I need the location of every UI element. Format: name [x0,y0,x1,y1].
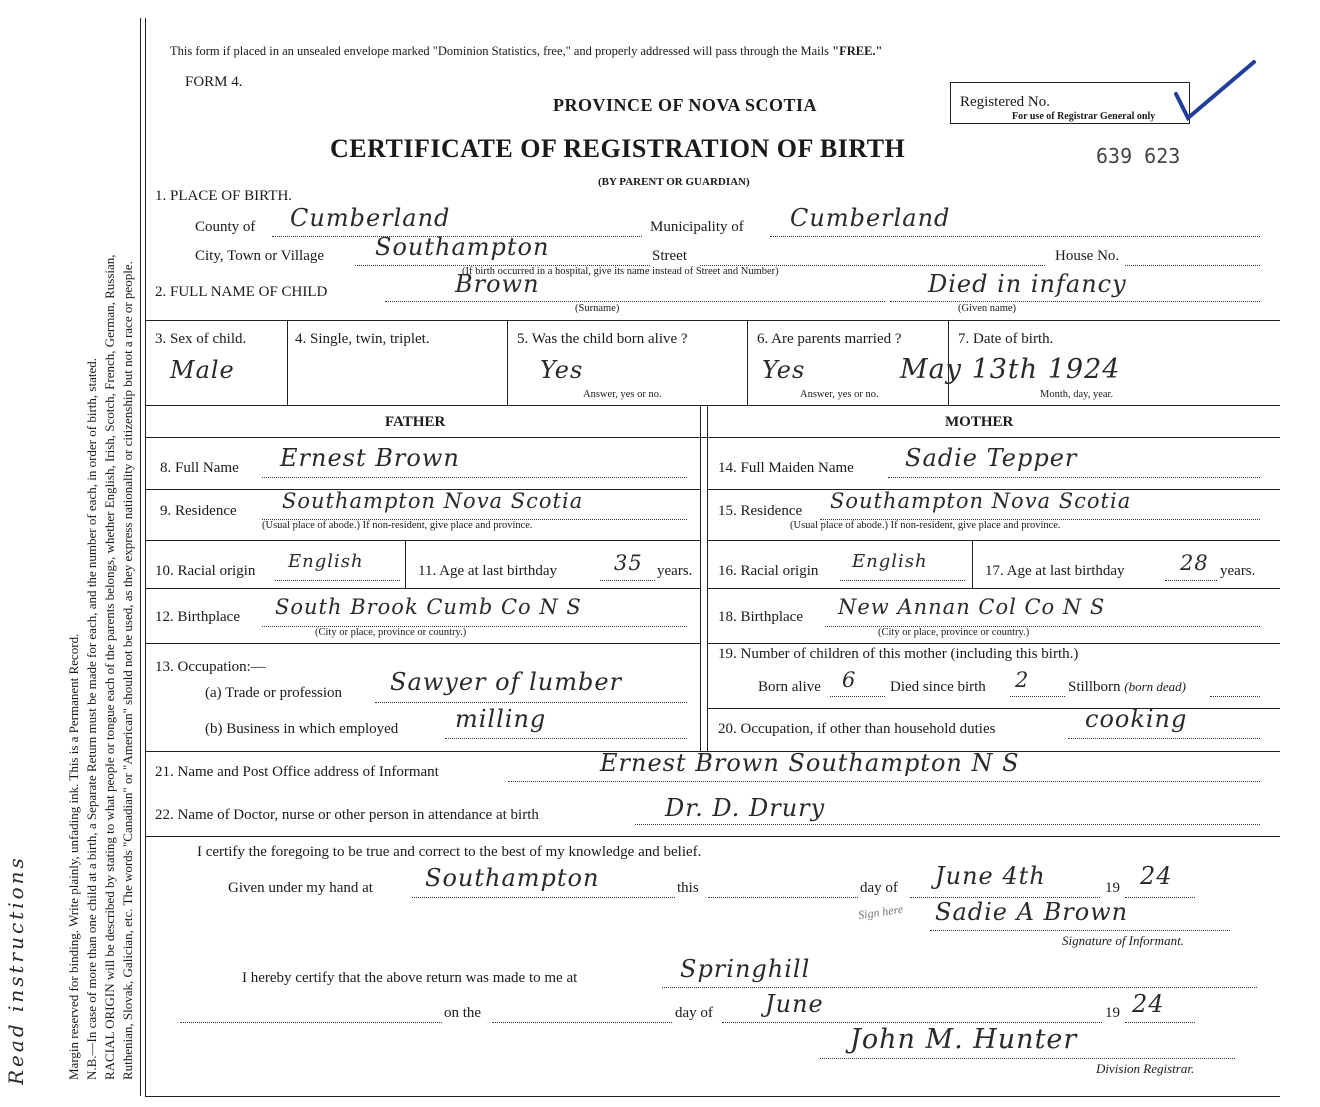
mother-years: years. [1220,563,1256,579]
dob-caption: Month, day, year. [1040,389,1114,400]
margin-border [140,18,141,1096]
mother-name: Sadie Tepper [905,444,1078,472]
checkmark-icon [1170,56,1260,126]
mother-occupation: cooking [1085,705,1188,733]
informant-value: Ernest Brown Southampton N S [600,749,1020,777]
father-racial: English [288,551,364,572]
given-year-prefix: 19 [1105,880,1120,896]
margin-note-4: Ruthenian, Slovak, Galician, etc. The words "Canadian" or "American" should not be used, as they express nationality or citizenship but not a race or people. [120,261,135,1080]
died-label: Died since birth [890,679,986,695]
margin-note-1: Margin reserved for binding. Write plainly, unfading ink. This is a Permanent Record. [66,633,81,1080]
sex-value: Male [170,356,235,384]
margin-note-2: N.B.—In case of more than one child at a birth, a Separate Return must be made for each, and the number of each, in order of birth, stated. [84,358,99,1080]
margin-note-3: RACIAL ORIGIN will be described by stating to what people or tongue each of the parents belongs, whether English, Irish, Scotch, French, German, Russian, [102,254,117,1080]
father-residence: Southampton Nova Scotia [282,489,584,513]
registrar-day-label: day of [675,1005,713,1021]
children-label: 19. Number of children of this mother (including this birth.) [718,646,1079,662]
child-surname: Brown [455,270,540,298]
father-birthplace-label: 12. Birthplace [155,609,240,625]
registered-label: Registered No. [960,94,1050,110]
mother-birthplace-label: 18. Birthplace [718,609,803,625]
mother-racial: English [852,551,928,572]
child-given: Died in infancy [928,270,1127,298]
trade-label: (a) Trade or profession [205,685,343,701]
father-name-label: 8. Full Name [160,460,239,476]
dob-label: 7. Date of birth. [958,331,1054,347]
page-subtitle: (BY PARENT OR GUARDIAN) [598,176,750,188]
given-year: 24 [1140,862,1173,890]
city-value: Southampton [375,233,550,261]
margin-handwritten-note: Read instructions [4,855,28,1085]
surname-caption: (Surname) [575,303,620,314]
given-date: June 4th [935,862,1046,890]
registrar-note: For use of Registrar General only [1012,111,1156,122]
father-name: Ernest Brown [280,444,460,472]
registrar-month: June [765,990,824,1018]
stamp-number: 639 623 [1096,144,1181,168]
married-caption: Answer, yes or no. [800,389,879,400]
business-value: milling [455,705,547,733]
city-label: City, Town or Village [195,248,325,264]
mail-notice: This form if placed in an unsealed envelope marked "Dominion Statistics, free," and properly addressed will pass through the Mails "FREE." [170,44,883,58]
registrar-signature: John M. Hunter [850,1024,1078,1055]
street-label: Street [652,248,687,264]
given-label: Given under my hand at [228,880,373,896]
mother-racial-label: 16. Racial origin [718,563,819,579]
father-heading: FATHER [385,414,446,430]
mother-name-label: 14. Full Maiden Name [718,460,854,476]
alive-label: 5. Was the child born alive ? [517,331,688,347]
registrar-place: Springhill [680,955,811,983]
father-residence-caption: (Usual place of abode.) If non-resident, give place and province. [262,520,533,531]
county-label: County of [195,219,256,235]
page-title: CERTIFICATE OF REGISTRATION OF BIRTH [330,134,906,163]
given-caption: (Given name) [958,303,1017,314]
place-label: 1. PLACE OF BIRTH. [155,188,293,204]
this-label: this [677,880,699,896]
mother-occupation-label: 20. Occupation, if other than household duties [718,721,996,737]
mother-age-label: 17. Age at last birthday [985,563,1125,579]
informant-signature-caption: Signature of Informant. [1062,933,1184,948]
doctor-label: 22. Name of Doctor, nurse or other person in attendance at birth [155,807,539,823]
informant-signature: Sadie A Brown [935,898,1129,926]
born-alive-value: 6 [842,668,857,692]
registrar-year-prefix: 19 [1105,1005,1120,1021]
mother-heading: MOTHER [945,414,1014,430]
stillborn-label: Stillborn (born dead) [1068,679,1187,695]
trade-value: Sawyer of lumber [390,668,623,696]
father-birthplace-caption: (City or place, province or country.) [315,627,467,638]
married-value: Yes [762,356,806,384]
alive-value: Yes [540,356,584,384]
sign-note: Sign here [857,901,904,923]
married-label: 6. Are parents married ? [757,331,902,347]
multiple-label: 4. Single, twin, triplet. [295,331,430,347]
given-day-label: day of [860,880,898,896]
father-age-label: 11. Age at last birthday [418,563,557,579]
county-value: Cumberland [290,204,451,232]
mother-age: 28 [1180,551,1209,575]
mother-birthplace: New Annan Col Co N S [838,595,1106,619]
doctor-value: Dr. D. Drury [665,794,826,822]
informant-label: 21. Name and Post Office address of Informant [155,764,439,780]
province-title: PROVINCE OF NOVA SCOTIA [553,95,818,115]
died-value: 2 [1015,668,1030,692]
house-label: House No. [1055,248,1120,264]
municipality-label: Municipality of [650,219,744,235]
father-years: years. [657,563,693,579]
born-alive-label: Born alive [758,679,821,695]
father-racial-label: 10. Racial origin [155,563,256,579]
registrar-year: 24 [1132,990,1165,1018]
on-label: on the [444,1005,482,1021]
father-birthplace: South Brook Cumb Co N S [275,595,582,619]
margin-border-inner [145,18,146,1096]
sex-label: 3. Sex of child. [155,331,247,347]
registrar-statement: I hereby certify that the above return was made to me at [242,970,578,986]
alive-caption: Answer, yes or no. [583,389,662,400]
business-label: (b) Business in which employed [205,721,399,737]
child-name-label: 2. FULL NAME OF CHILD [155,284,328,300]
form-number: FORM 4. [185,74,243,90]
mother-residence: Southampton Nova Scotia [830,489,1132,513]
mother-residence-caption: (Usual place of abode.) If non-resident, give place and province. [790,520,1061,531]
given-place: Southampton [425,864,600,892]
occupation-label: 13. Occupation:— [155,659,266,675]
municipality-value: Cumberland [790,204,951,232]
certify-statement: I certify the foregoing to be true and correct to the best of my knowledge and belief. [197,844,702,860]
mother-residence-label: 15. Residence [718,503,803,519]
father-residence-label: 9. Residence [160,503,237,519]
mother-birthplace-caption: (City or place, province or country.) [878,627,1030,638]
father-age: 35 [614,551,643,575]
dob-value: May 13th 1924 [900,354,1121,385]
registrar-caption: Division Registrar. [1096,1061,1195,1076]
hospital-note: (If birth occurred in a hospital, give its name instead of Street and Number) [462,266,779,277]
